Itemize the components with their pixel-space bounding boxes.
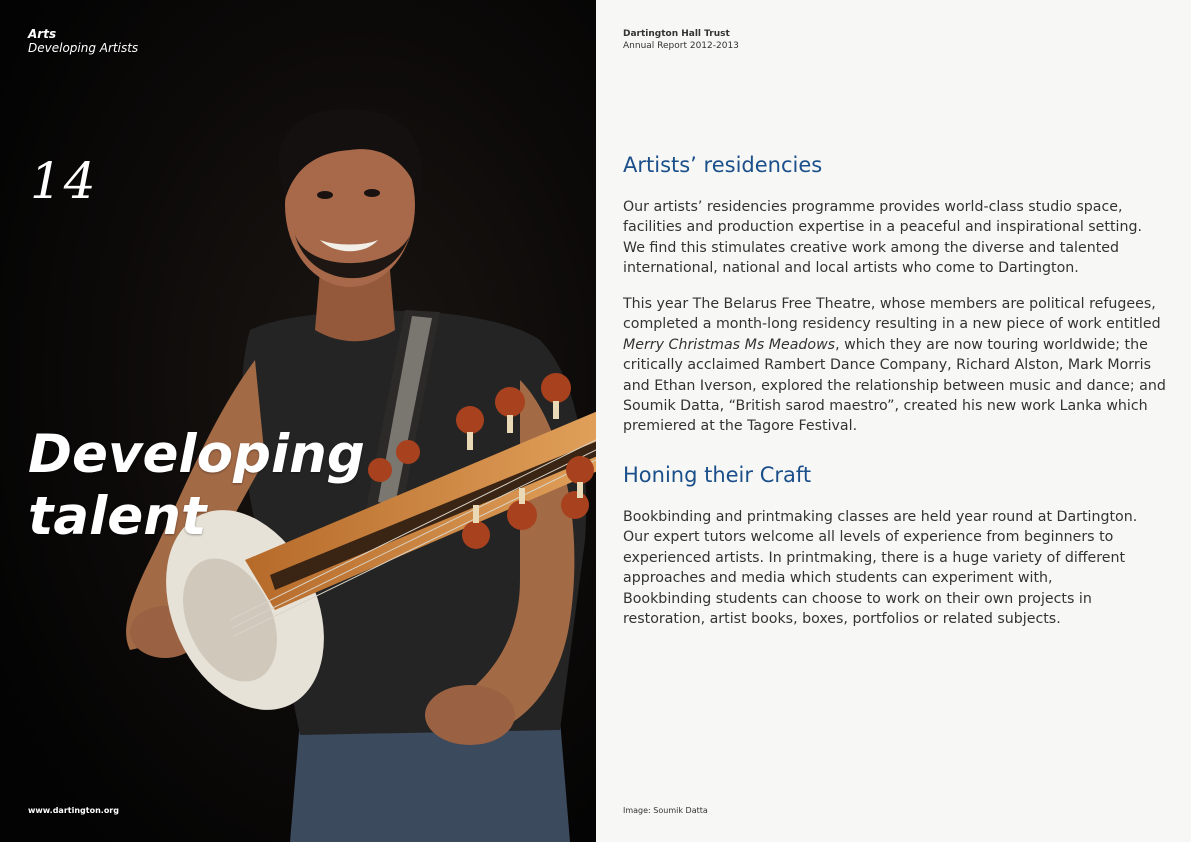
para3-line: experienced artists. In printmaking, there is a huge variety of different [623, 549, 1126, 566]
report-header [623, 28, 739, 52]
para2-line: completed a month-long residency resulting in a new piece of work entitled [623, 316, 1161, 333]
para3-line: Our expert tutors welcome all levels of experience from beginners to [623, 529, 1114, 546]
feature-title [28, 424, 365, 548]
website-url: www.dartington.org [28, 806, 119, 815]
para1-line: facilities and production expertise in a peaceful and inspirational setting. [623, 219, 1142, 236]
para3-line: restoration, artist books, boxes, portfolios or related subjects. [623, 611, 1061, 628]
para3-line: Bookbinding and printmaking classes are held year round at Dartington. [623, 509, 1138, 525]
page-number: 14 [30, 152, 98, 210]
right-page [596, 0, 1191, 842]
heading-honing-craft: Honing their Craft [623, 463, 812, 487]
section-header [28, 27, 138, 55]
heading-artists-residencies: Artists’ residencies [623, 153, 823, 177]
feature-title-line-2: talent [28, 486, 207, 547]
paragraph-bookbinding [623, 507, 1171, 629]
org-name: Dartington Hall Trust [623, 29, 730, 39]
para1-line: international, national and local artists who come to Dartington. [623, 260, 1079, 277]
paragraph-belarus-theatre [623, 294, 1171, 437]
subsection-label: Developing Artists [28, 41, 139, 55]
paragraph-residencies [623, 197, 1171, 279]
para1-line: Our artists’ residencies programme provides world-class studio space, [623, 199, 1123, 215]
para2-line: Soumik Datta, “British sarod maestro”, created his new work Lanka which [623, 398, 1148, 415]
para2-line: premiered at the Tagore Festival. [623, 418, 858, 435]
image-credit: Image: Soumik Datta [623, 806, 708, 815]
para1-line: We find this stimulates creative work among the diverse and talented [623, 239, 1119, 256]
para3-line: approaches and media which students can experiment with, [623, 570, 1053, 587]
section-label: Arts [28, 27, 57, 41]
report-title: Annual Report 2012-2013 [623, 41, 739, 51]
work-title: Merry Christmas Ms Meadows [623, 336, 836, 353]
feature-title-line-1: Developing [28, 424, 365, 485]
para2-line: and Ethan Iverson, explored the relationship between music and dance; and [623, 377, 1166, 394]
para2-line: This year The Belarus Free Theatre, whose members are political refugees, [623, 296, 1156, 312]
para2-line: , which they are now touring worldwide; the [835, 336, 1148, 353]
para3-line: Bookbinding students can choose to work on their own projects in [623, 590, 1092, 607]
para2-line: critically acclaimed Rambert Dance Company, Richard Alston, Mark Morris [623, 357, 1152, 374]
